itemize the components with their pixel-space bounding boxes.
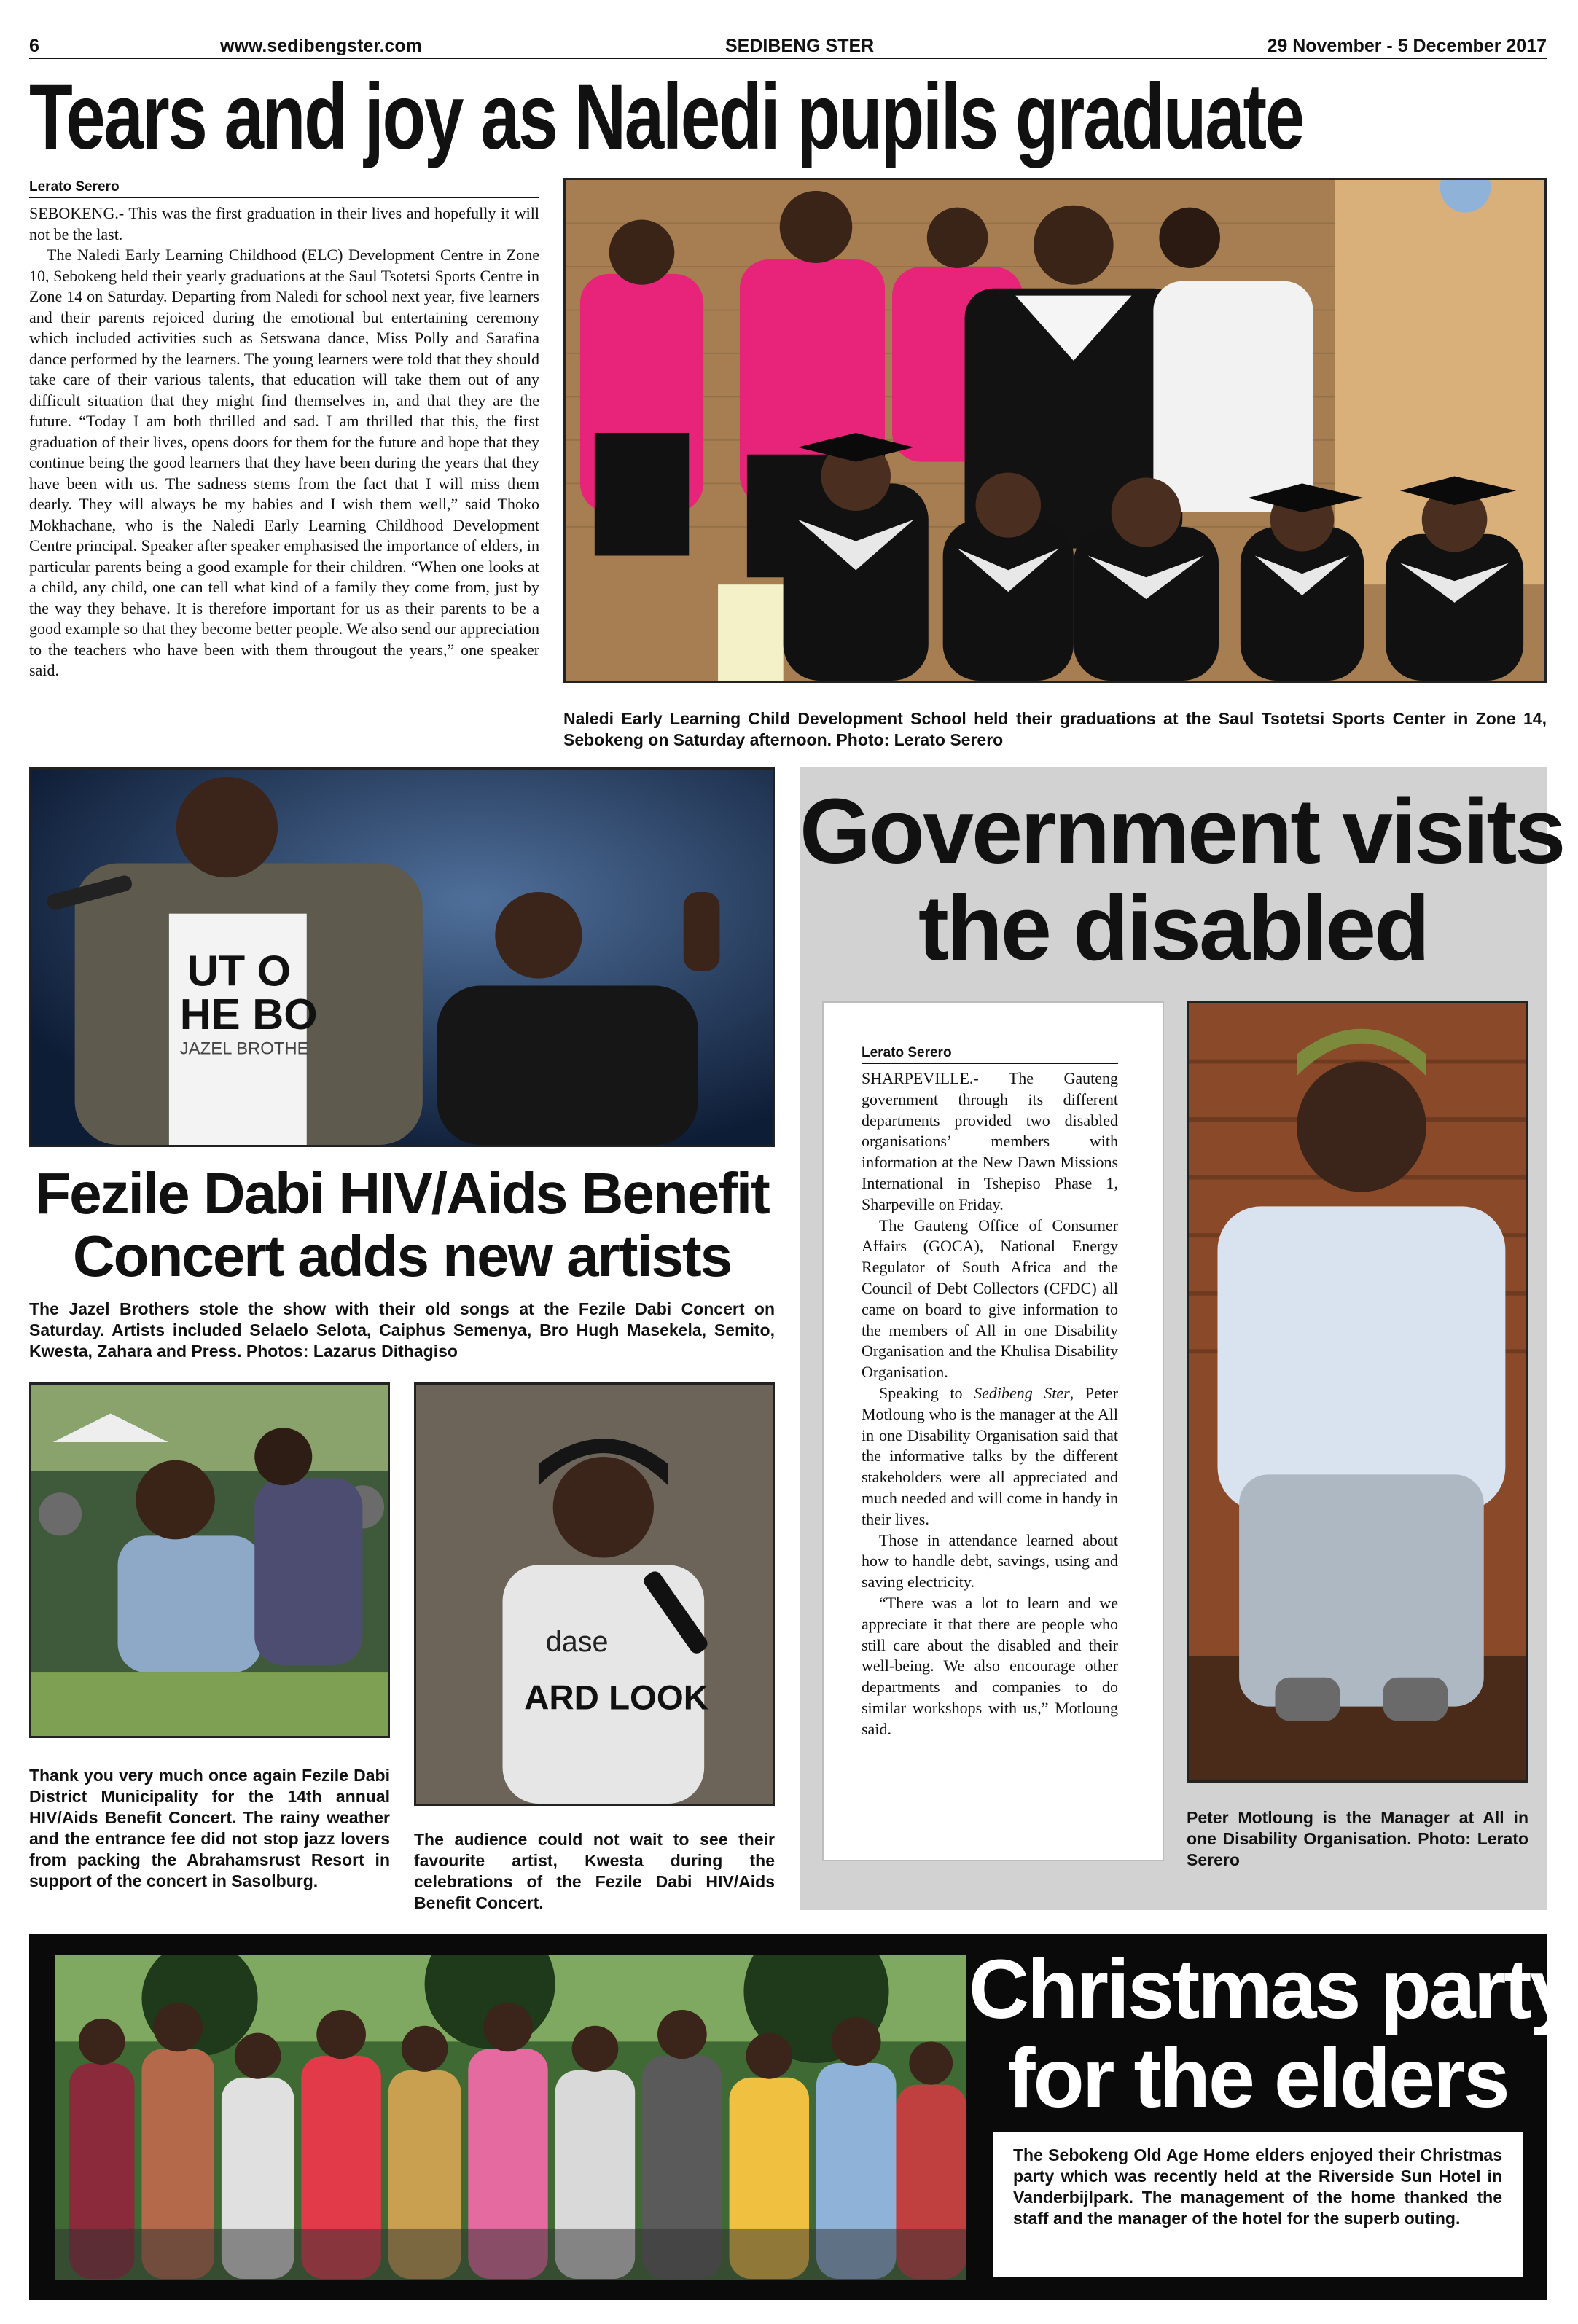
story3-paragraph: Those in attendance learned about how to handle debt, savings, using and saving electricity.	[862, 1530, 1118, 1592]
headline-concert-line2: Concert adds new artists	[72, 1224, 732, 1288]
crowd-photo-caption: Thank you very much once again Fezile Dabi District Municipality for the 14th annual HIV/Aids Benefit Concert. The rainy weather and the entrance fee did not stop jazz lovers from packing the Abrahamsrust Resort in support of the concert in Sasolburg.	[29, 1766, 390, 1890]
motloung-photo-caption: Peter Motloung is the Manager at All in one Disability Organisation. Photo: Lerato Serero	[1187, 1808, 1528, 1869]
elders-party-photo	[52, 1953, 969, 2282]
shirt-text: ARD LOOK	[524, 1678, 709, 1718]
headline-government-line2: the disabled	[918, 877, 1429, 979]
page-number: 6	[29, 36, 39, 56]
story3-paragraph: SHARPEVILLE.- The Gauteng government through its different departments provided two disabled organisations’ members with information at the New Dawn Missions International in Tshepiso Phase 1, Sharpeville on Friday.	[862, 1069, 1118, 1213]
concert-main-caption: The Jazel Brothers stole the show with their old songs at the Fezile Dabi Concert on Saturday. Artists included Selaelo Selota, Caiphus Semenya, Bro Hugh Masekela, Semito, Kwesta, Zahara and Press. Photos: Lazarus Dithagiso	[29, 1299, 775, 1361]
header-rule	[29, 58, 1547, 59]
peter-motloung-photo	[1187, 1001, 1528, 1783]
headline-government-line1: Government visits	[800, 780, 1564, 883]
graduation-photo-caption: Naledi Early Learning Child Development School held their graduations at the Saul Tsotetsi Sports Center in Zone 14, Sebokeng on Saturday afternoon. Photo: Lerato Serero	[563, 709, 1547, 749]
shirt-text: HE BO	[179, 990, 318, 1038]
graduation-photo	[563, 178, 1547, 683]
paper-name: SEDIBENG STER	[725, 36, 875, 56]
story3-paragraph: The Gauteng Office of Consumer Affairs (GOCA), National Energy Regulator of South Africa and the Council of Debt Collectors (CFDC) all came on board to give information to the members of All in one Disability Organisation and the Khulisa Disability Organisation.	[862, 1216, 1118, 1382]
jazel-brothers-photo	[29, 767, 775, 1147]
story1-paragraph: The Naledi Early Learning Childhood (ELC) Development Centre in Zone 10, Sebokeng held their yearly graduations at the Saul Tsotetsi Sports Centre in Zone 14 on Saturday. Departing from Naledi for school next year, five learners and their parents rejoiced during the emotional but entertaining ceremony which included activities such as Setswana dance, Miss Polly and Sarafina dance performed by the learners. The young learners were told that they should take care of their various talents, that education will take them out of any difficult situation that they might find themselves in, and that they are the future. “Today I am both thrilled and sad. I am thrilled that this, the first graduation of their lives, opens doors for them for the future and hope that they continue being the good learners that they have been during the years that they have been with us. The sadness stems from the fact that I will miss them dearly. They will always be my babies and I wish them well,” said Thoko Mokhachane, who is the Naledi Early Learning Childhood Development Centre principal. Speaker after speaker emphasised the importance of elders, in particular parents being a good example for their children. “When one looks at a child, any child, one can tell what kind of a family they come from, just by the way they behave. It is therefore important for us as their parents to be a good example so that they become better people. We also send our appreciation to the teachers who have been with them througout the years,” one speaker said.	[29, 246, 539, 679]
story3-paragraph: “There was a lot to learn and we appreciate it that there are people who still care about the disabled and their well-being. We also encourage other departments and companies to do similar workshops with us,” Motloung said.	[862, 1593, 1118, 1738]
website-url: www.sedibengster.com	[220, 36, 422, 56]
story1-paragraph: SEBOKENG.- This was the first graduation in their lives and hopefully it will not be the last.	[29, 204, 539, 243]
headline-concert-line1: Fezile Dabi HIV/Aids Benefit	[35, 1161, 769, 1226]
publication-name: Sedibeng Ster	[974, 1383, 1070, 1402]
story3-paragraph: Speaking to Sedibeng Ster, Peter Motloung who is the manager at the All in one Disability Organisation said that the informative talks by the different stakeholders were all appreciated and much needed and will come in handy in their lives.	[862, 1383, 1118, 1528]
headline-christmas-line2: for the elders	[1007, 2032, 1508, 2125]
shirt-text: JAZEL BROTHE	[179, 1038, 309, 1059]
headline-naledi-graduation: Tears and joy as Naledi pupils graduate	[29, 65, 1303, 169]
story3-body	[862, 1068, 1118, 1740]
headline-christmas-line1: Christmas party	[969, 1943, 1574, 2036]
christmas-caption: The Sebokeng Old Age Home elders enjoyed their Christmas party which was recently held at the Riverside Sun Hotel in Vanderbijlpark. The management of the home thanked the staff and the manager of the hotel for the superb outing.	[1013, 2145, 1502, 2228]
story1-body	[29, 203, 539, 757]
crowd-dancing-photo	[29, 1382, 390, 1738]
kwesta-photo-caption: The audience could not wait to see their favourite artist, Kwesta during the celebrations of the Fezile Dabi HIV/Aids Benefit Concert.	[414, 1830, 775, 1912]
issue-date: 29 November - 5 December 2017	[1267, 36, 1547, 56]
shirt-text: dase	[545, 1626, 609, 1659]
kwesta-photo	[414, 1382, 775, 1806]
byline-story1: Lerato Serero	[29, 179, 539, 198]
byline-story3: Lerato Serero	[862, 1045, 1118, 1064]
shirt-text: UT O	[187, 946, 292, 995]
